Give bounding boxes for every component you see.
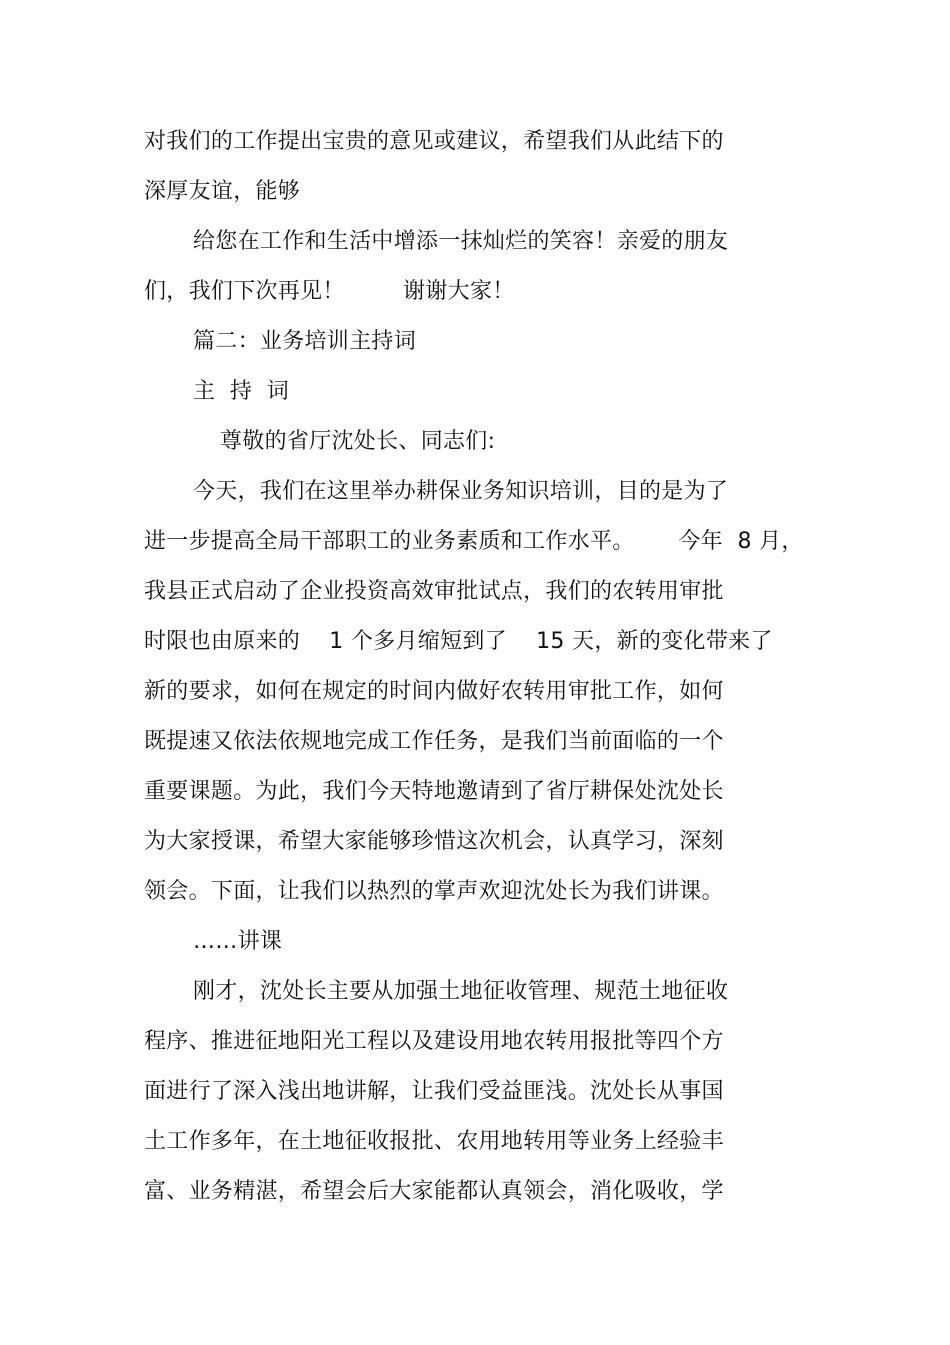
section-subtitle: 主 持 词 — [193, 379, 290, 404]
section-heading: 篇二：业务培训主持词 — [193, 329, 417, 354]
text-line: 时限也由原来的 1 个多月缩短到了 15 天，新的变化带来了 — [144, 629, 773, 654]
salutation: 尊敬的省厅沈处长、同志们: — [220, 429, 496, 454]
text-line: 新的要求，如何在规定的时间内做好农转用审批工作，如何 — [144, 679, 724, 704]
text-line: 对我们的工作提出宝贵的意见或建议，希望我们从此结下的 — [144, 129, 724, 154]
text-line: 面进行了深入浅出地讲解，让我们受益匪浅。沈处长从事国 — [144, 1079, 724, 1104]
text-line: 既提速又依法依规地完成工作任务，是我们当前面临的一个 — [144, 729, 724, 754]
text-line: 我县正式启动了企业投资高效审批试点，我们的农转用审批 — [144, 579, 724, 604]
text-line: 深厚友谊，能够 — [144, 179, 301, 204]
text-line: 刚才，沈处长主要从加强土地征收管理、规范土地征收 — [193, 979, 729, 1004]
text-line: 领会。下面，让我们以热烈的掌声欢迎沈处长为我们讲课。 — [144, 879, 724, 904]
text-line: 今天，我们在这里举办耕保业务知识培训，目的是为了 — [193, 479, 729, 504]
text-line: 富、业务精湛，希望会后大家能都认真领会，消化吸收，学 — [144, 1179, 724, 1204]
text-line: 重要课题。为此，我们今天特地邀请到了省厅耕保处沈处长 — [144, 779, 724, 804]
text-line: 土工作多年，在土地征收报批、农用地转用等业务上经验丰 — [144, 1129, 724, 1154]
text-line: 给您在工作和生活中增添一抹灿烂的笑容！亲爱的朋友 — [193, 229, 729, 254]
stage-direction: ……讲课 — [193, 929, 283, 954]
text-line: 们，我们下次再见！ 谢谢大家！ — [144, 279, 515, 304]
text-line: 程序、推进征地阳光工程以及建设用地农转用报批等四个方 — [144, 1029, 724, 1054]
text-line: 进一步提高全局干部职工的业务素质和工作水平。 今年 8 月， — [144, 529, 804, 554]
text-line: 为大家授课，希望大家能够珍惜这次机会，认真学习，深刻 — [144, 829, 724, 854]
